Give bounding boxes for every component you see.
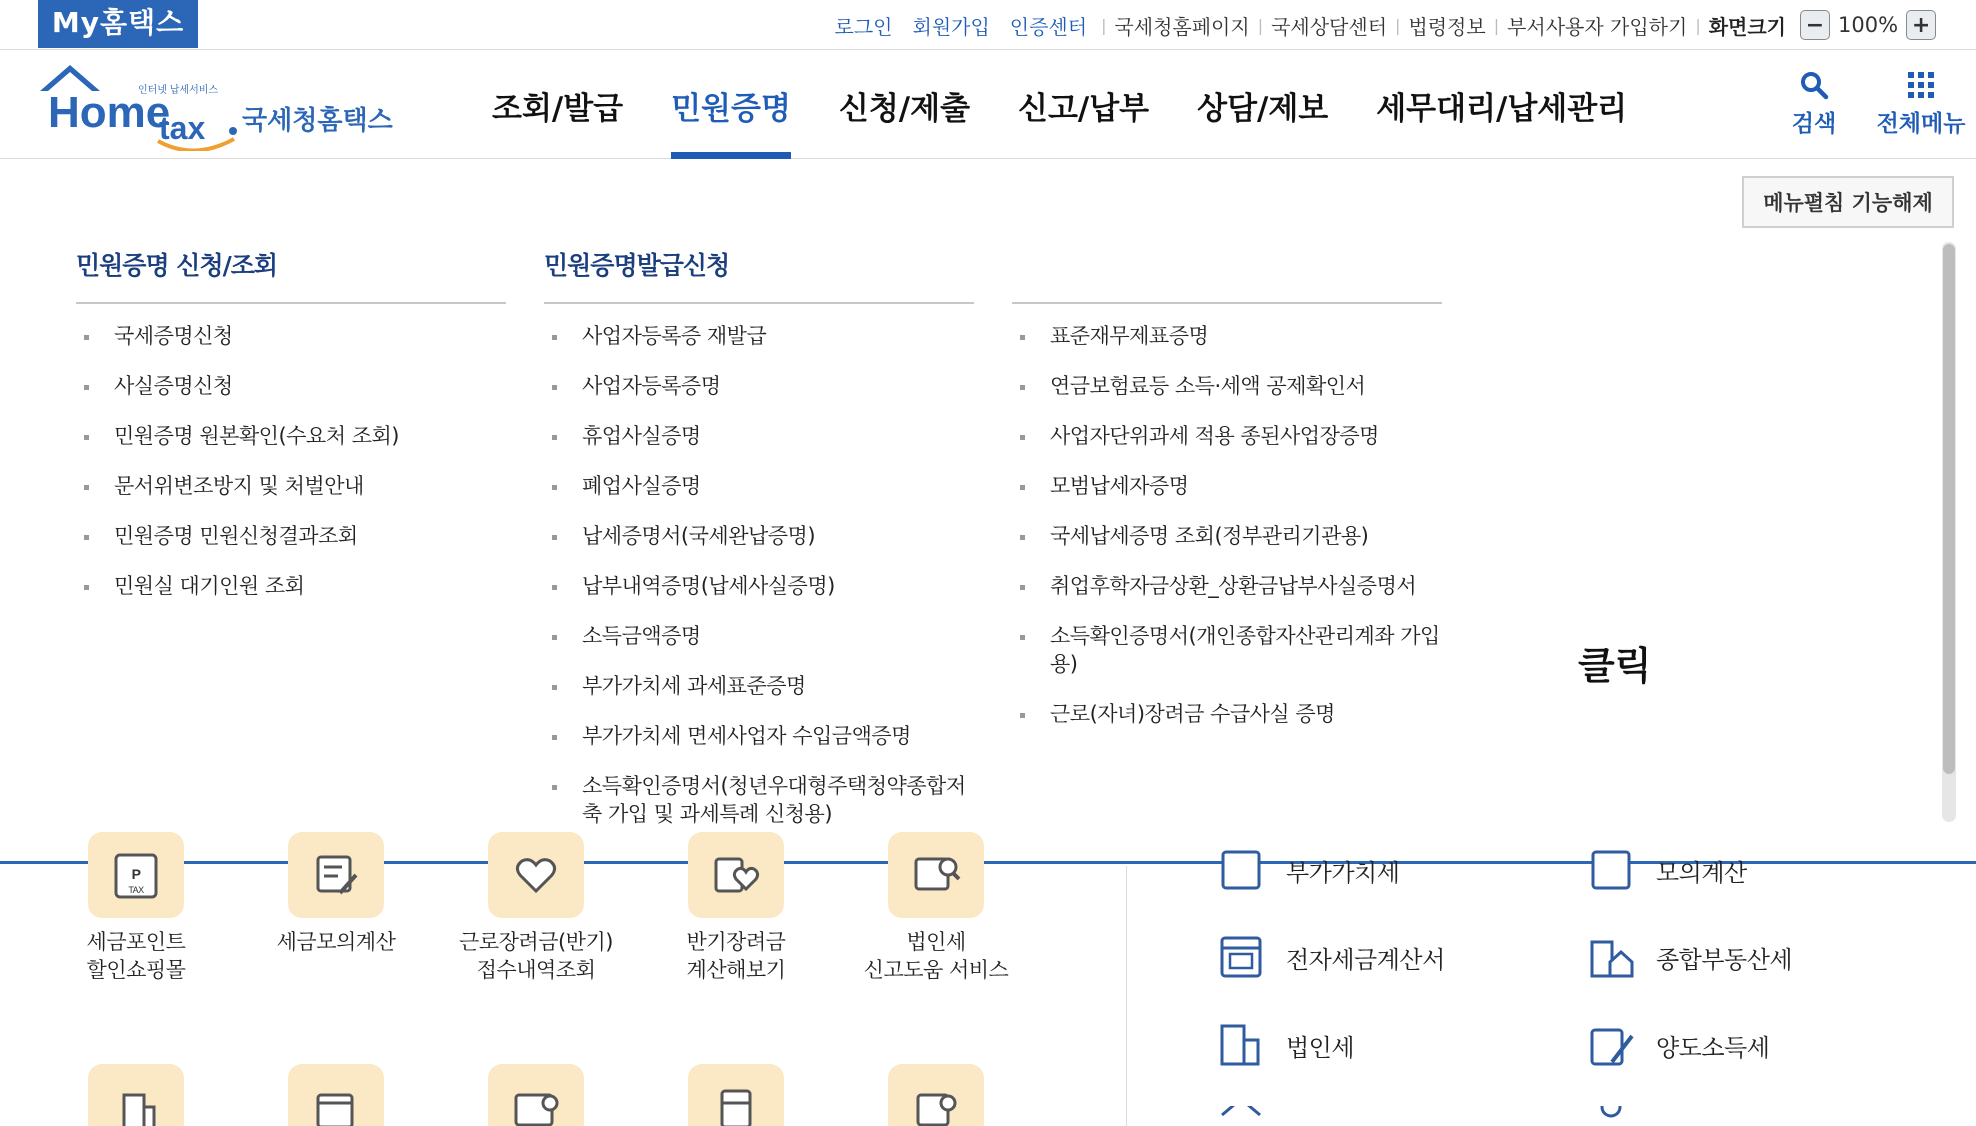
vat-icon xyxy=(1216,850,1266,890)
menu-expand-disable-button[interactable]: 메뉴펼침 기능해제 xyxy=(1742,176,1954,228)
menu-item[interactable]: 사업자단위과세 적용 종된사업장증명 xyxy=(1012,422,1442,450)
nts-homepage-link[interactable]: 국세청홈페이지 xyxy=(1114,14,1250,39)
building-icon xyxy=(88,1064,184,1126)
nav-report-pay[interactable]: 신고/납부 xyxy=(1018,90,1150,127)
partial-icon xyxy=(1216,1106,1266,1126)
calculator-pen-icon xyxy=(288,832,384,918)
nav-tax-agent[interactable]: 세무대리/납세관리 xyxy=(1376,90,1628,127)
all-menu-button[interactable] xyxy=(1866,65,1976,145)
spreadsheet-icon xyxy=(688,1064,784,1126)
svg-text:P: P xyxy=(131,866,141,882)
heart-calc-icon xyxy=(688,832,784,918)
menu-item[interactable]: 부가가치세 과세표준증명 xyxy=(544,672,974,700)
zoom-out-button[interactable]: − xyxy=(1800,10,1830,40)
service-half-incentive-calc[interactable] xyxy=(646,832,826,984)
service-eitc-half-inquiry[interactable] xyxy=(446,832,626,984)
service-corporate-tax-help[interactable] xyxy=(846,832,1026,984)
hometax-logo-graphic xyxy=(34,61,404,151)
utility-links xyxy=(815,10,1786,40)
tax-label: 종합부동산세 xyxy=(1656,945,1793,974)
main-content xyxy=(0,858,1976,1126)
menu-item[interactable]: 모범납세자증명 xyxy=(1012,472,1442,500)
column-divider xyxy=(1012,302,1442,304)
screen-size-label: 화면크기 xyxy=(1708,14,1786,39)
global-nav xyxy=(468,51,1651,159)
column-divider xyxy=(544,302,974,304)
menu-item[interactable]: 폐업사실증명 xyxy=(544,472,974,500)
search-label: 검색 xyxy=(1791,111,1837,137)
corporate-building-icon xyxy=(1216,1020,1266,1070)
click-annotation: 클릭 xyxy=(1578,644,1652,688)
document-search-icon xyxy=(888,832,984,918)
menu-item[interactable]: 국세증명신청 xyxy=(76,322,506,350)
tax-capital-gains-link[interactable] xyxy=(1586,1020,1769,1070)
nav-civil-certificate[interactable]: 민원증명 xyxy=(647,51,815,159)
menu-item[interactable]: 국세납세증명 조회(정부관리기관용) xyxy=(1012,522,1442,550)
menu-item[interactable]: 민원증명 원본확인(수요처 조회) xyxy=(76,422,506,450)
service-label: 법인세 xyxy=(906,930,966,954)
utility-bar xyxy=(0,0,1976,50)
partial-icon xyxy=(1586,1106,1636,1126)
svg-text:Home: Home xyxy=(48,88,171,137)
menu-item[interactable]: 소득확인증명서(개인종합자산관리계좌 가입용) xyxy=(1012,622,1442,678)
heart-hands-icon xyxy=(488,832,584,918)
all-menu-label: 전체메뉴 xyxy=(1876,111,1966,137)
tax-link-partial[interactable] xyxy=(1586,1106,1656,1126)
menu-list-issue-request xyxy=(544,322,974,850)
tax-comprehensive-property-link[interactable] xyxy=(1586,932,1792,982)
menu-item[interactable]: 사업자등록증 재발급 xyxy=(544,322,974,350)
nav-inquiry-issue[interactable]: 조회/발급 xyxy=(492,90,624,127)
menu-item[interactable]: 연금보험료등 소득·세액 공제확인서 xyxy=(1012,372,1442,400)
service-label: 근로장려금(반기) xyxy=(459,930,613,954)
tax-label: 양도소득세 xyxy=(1656,1033,1770,1062)
service-label: 할인쇼핑몰 xyxy=(86,958,186,982)
menu-item[interactable]: 근로(자녀)장려금 수급사실 증명 xyxy=(1012,700,1442,728)
svg-text:국세청홈택스: 국세청홈택스 xyxy=(242,106,393,136)
column-heading-apply-inquiry: 민원증명 신청/조회 xyxy=(76,251,278,280)
hometax-logo[interactable] xyxy=(34,61,404,151)
menu-item[interactable]: 문서위변조방지 및 처벌안내 xyxy=(76,472,506,500)
service-tile[interactable] xyxy=(846,1064,1026,1126)
service-label: 세금모의계산 xyxy=(276,930,396,954)
service-tile[interactable] xyxy=(446,1064,626,1126)
service-tile[interactable] xyxy=(246,1064,426,1126)
menu-item[interactable]: 부가가치세 면세사업자 수입금액증명 xyxy=(544,722,974,750)
tax-label: 모의계산 xyxy=(1656,858,1747,887)
zoom-value: 100% xyxy=(1838,13,1899,37)
tax-simulation-link[interactable] xyxy=(1586,850,1747,890)
menu-item[interactable]: 표준재무제표증명 xyxy=(1012,322,1442,350)
main-header xyxy=(0,51,1976,159)
column-heading-issue-request: 민원증명발급신청 xyxy=(544,251,730,280)
transfer-doc-icon xyxy=(1586,1020,1636,1070)
signup-link[interactable]: 회원가입 xyxy=(912,14,990,39)
building-house-icon xyxy=(1586,932,1636,982)
invoice-icon xyxy=(1216,932,1266,982)
service-label: 접수내역조회 xyxy=(476,958,596,982)
menu-item[interactable]: 납세증명서(국세완납증명) xyxy=(544,522,974,550)
menu-item[interactable]: 사실증명신청 xyxy=(76,372,506,400)
calendar-pen-icon xyxy=(288,1064,384,1126)
tax-label: 부가가치세 xyxy=(1286,858,1400,887)
civil-certificate-dropdown xyxy=(0,160,1976,864)
report-search-icon xyxy=(888,1064,984,1126)
section-divider xyxy=(1126,866,1127,1126)
grid-menu-icon xyxy=(1866,65,1976,105)
tax-link-partial[interactable] xyxy=(1216,1106,1286,1126)
menu-item[interactable]: 민원증명 민원신청결과조회 xyxy=(76,522,506,550)
login-link[interactable]: 로그인 xyxy=(834,14,893,39)
nav-consult-report[interactable]: 상담/제보 xyxy=(1197,90,1329,127)
separator: | xyxy=(1257,15,1264,35)
menu-list-issue-request-2 xyxy=(1012,322,1442,750)
separator: | xyxy=(1695,15,1701,35)
search-button[interactable] xyxy=(1764,65,1864,145)
service-label: 반기장려금 xyxy=(686,930,786,954)
service-tile[interactable] xyxy=(46,1064,226,1126)
menu-item[interactable]: 민원실 대기인원 조회 xyxy=(76,572,506,600)
zoom-in-button[interactable]: + xyxy=(1906,10,1936,40)
menu-item[interactable]: 소득확인증명서(청년우대형주택청약종합저축 가입 및 과세특례 신청용) xyxy=(544,772,974,828)
cert-center-link[interactable]: 인증센터 xyxy=(1009,14,1088,39)
search-icon xyxy=(1764,65,1864,105)
menu-item[interactable]: 납부내역증명(납세사실증명) xyxy=(544,572,974,600)
tax-receipt-icon xyxy=(88,832,184,918)
tax-label: 법인세 xyxy=(1286,1033,1355,1062)
tax-corporate-link[interactable] xyxy=(1216,1020,1354,1070)
law-info-link[interactable]: 법령정보 xyxy=(1408,14,1486,39)
menu-item[interactable]: 취업후학자금상환_상환금납부사실증명서 xyxy=(1012,572,1442,600)
service-label: 신고도움 서비스 xyxy=(863,958,1009,982)
service-tax-simulation[interactable] xyxy=(246,832,426,956)
service-tile[interactable] xyxy=(646,1064,826,1126)
svg-text:tax: tax xyxy=(159,110,206,146)
menu-item[interactable]: 사업자등록증명 xyxy=(544,372,974,400)
service-tax-point-mall[interactable] xyxy=(46,832,226,984)
tax-label: 전자세금계산서 xyxy=(1286,945,1445,974)
service-label: 계산해보기 xyxy=(686,958,786,982)
calc-sign-icon xyxy=(1586,850,1636,890)
scrollbar-thumb[interactable] xyxy=(1943,244,1955,774)
dropdown-scrollbar[interactable] xyxy=(1942,242,1956,822)
nav-apply-submit[interactable]: 신청/제출 xyxy=(838,90,971,127)
my-hometax-button[interactable]: My홈택스 xyxy=(38,0,198,48)
tax-consult-center-link[interactable]: 국세상담센터 xyxy=(1271,14,1388,39)
svg-text:TAX: TAX xyxy=(128,885,144,895)
zoom-control xyxy=(1800,8,1946,42)
menu-item[interactable]: 소득금액증명 xyxy=(544,622,974,650)
separator: | xyxy=(1101,15,1107,35)
column-divider xyxy=(76,302,506,304)
menu-list-apply-inquiry xyxy=(76,322,506,622)
menu-item[interactable]: 휴업사실증명 xyxy=(544,422,974,450)
tax-vat-link[interactable] xyxy=(1216,850,1399,890)
tax-e-invoice-link[interactable] xyxy=(1216,932,1445,982)
separator: | xyxy=(1493,15,1500,35)
dept-user-signup-link[interactable]: 부서사용자 가입하기 xyxy=(1507,14,1688,39)
service-label: 세금포인트 xyxy=(86,930,186,954)
separator: | xyxy=(1395,15,1401,35)
svg-text:인터넷 납세서비스: 인터넷 납세서비스 xyxy=(138,85,219,96)
calculator-1000-icon xyxy=(488,1064,584,1126)
